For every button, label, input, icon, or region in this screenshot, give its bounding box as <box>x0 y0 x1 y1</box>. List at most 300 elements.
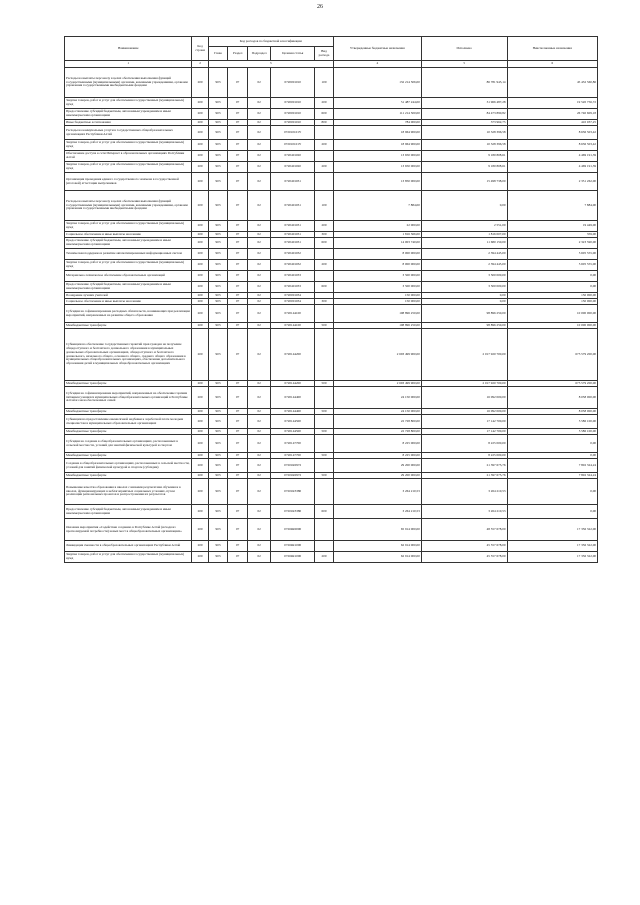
column-number: 2 <box>192 61 208 68</box>
row-name: Предоставление субсидий бюджетным, автономным учреждениям и иным некоммерческим организациям <box>65 238 192 249</box>
row-executed: 3 264 210,53 <box>421 505 507 519</box>
header-expense-type: Вид расхода <box>315 47 334 61</box>
row-executed: 8 225 000,00 <box>421 453 507 459</box>
row-line-code: 200 <box>192 120 208 126</box>
row-podrazdel: 02 <box>248 120 271 126</box>
row-approved: 62 914 000,00 <box>333 541 421 552</box>
row-approved: 111 214 500,00 <box>333 109 421 120</box>
row-razdel: 07 <box>228 505 248 519</box>
row-unexecuted: 150 000,00 <box>507 293 597 299</box>
row-target: 07201R3380 <box>271 479 315 505</box>
row-podrazdel: 02 <box>248 505 271 519</box>
row-target: 0720001010 <box>271 98 315 109</box>
row-podrazdel: 02 <box>248 282 271 293</box>
row-glava: 903 <box>208 293 228 299</box>
row-line-code: 200 <box>192 415 208 429</box>
row-target: 0720144100 <box>271 305 315 323</box>
page-number: 26 <box>317 4 323 10</box>
row-executed: 16 092 000,00 <box>421 387 507 409</box>
row-razdel: 07 <box>228 519 248 541</box>
row-executed: 15 498 738,00 <box>421 173 507 191</box>
row-expense-type: 500 <box>315 429 334 435</box>
row-glava: 903 <box>208 415 228 429</box>
row-executed: 98 896 250,00 <box>421 323 507 329</box>
row-approved: 18 964 900,00 <box>333 126 421 140</box>
row-razdel: 07 <box>228 415 248 429</box>
row-glava: 903 <box>208 479 228 505</box>
row-podrazdel: 02 <box>248 305 271 323</box>
row-name: Закупка товаров, работ и услуг для обеспечения государственных (муниципальных) нужд <box>65 162 192 173</box>
row-target: 0720144100 <box>271 323 315 329</box>
row-razdel: 07 <box>228 260 248 271</box>
row-executed: 3 500 000,00 <box>421 271 507 282</box>
row-podrazdel: 02 <box>248 329 271 381</box>
row-executed: 2 017 920 700,00 <box>421 381 507 387</box>
row-podrazdel: 02 <box>248 191 271 221</box>
header-target: Целевая статья <box>271 47 315 61</box>
row-approved: 22 000,00 <box>333 221 421 232</box>
row-expense-type <box>315 435 334 453</box>
row-approved: 3 500 000,00 <box>333 271 421 282</box>
row-target: 0720001010 <box>271 109 315 120</box>
row-unexecuted: 4 469 191,39 <box>507 151 597 162</box>
table-row <box>65 173 598 191</box>
row-razdel: 07 <box>228 271 248 282</box>
row-expense-type <box>315 541 334 552</box>
header-classification: Код расходов по бюджетной классификации <box>208 37 333 47</box>
row-executed: 2 394 445,00 <box>421 260 507 271</box>
row-expense-type: 600 <box>315 505 334 519</box>
row-razdel: 07 <box>228 293 248 299</box>
table-row <box>65 271 598 282</box>
row-executed: 2 394 445,00 <box>421 249 507 260</box>
row-line-code: 200 <box>192 387 208 409</box>
row-executed: 98 896 250,00 <box>421 305 507 323</box>
row-target: 07201R3380 <box>271 505 315 519</box>
row-podrazdel: 02 <box>248 271 271 282</box>
row-line-code: 200 <box>192 453 208 459</box>
row-approved: 51 487 244,00 <box>333 98 421 109</box>
row-name: Социальное обеспечение и иные выплаты населению <box>65 299 192 305</box>
row-name: Межбюджетные трансферты <box>65 409 192 415</box>
row-line-code: 200 <box>192 249 208 260</box>
row-razdel: 07 <box>228 221 248 232</box>
row-line-code: 200 <box>192 381 208 387</box>
row-unexecuted: 4 469 191,39 <box>507 162 597 173</box>
row-razdel: 07 <box>228 541 248 552</box>
row-expense-type: 200 <box>315 260 334 271</box>
row-name: Закупка товаров, работ и услуг для обеспечения государственных (муниципальных) нужд <box>65 98 192 109</box>
row-line-code: 200 <box>192 479 208 505</box>
row-line-code: 200 <box>192 429 208 435</box>
row-line-code: 200 <box>192 293 208 299</box>
row-podrazdel: 02 <box>248 435 271 453</box>
row-expense-type <box>315 151 334 162</box>
row-unexecuted: 0,00 <box>507 271 597 282</box>
row-razdel: 07 <box>228 140 248 151</box>
row-line-code: 200 <box>192 140 208 151</box>
row-executed: 17 142 700,00 <box>421 429 507 435</box>
row-expense-type <box>315 249 334 260</box>
row-executed: 21 397 675,76 <box>421 459 507 473</box>
row-glava: 903 <box>208 329 228 381</box>
row-executed: 31 966 487,28 <box>421 98 507 109</box>
row-approved: 8 000 000,00 <box>333 249 421 260</box>
row-podrazdel: 02 <box>248 323 271 329</box>
row-unexecuted: 10 000 000,00 <box>507 305 597 323</box>
row-approved: 8 225 000,00 <box>333 453 421 459</box>
row-unexecuted: 26 740 609,18 <box>507 109 597 120</box>
row-podrazdel: 02 <box>248 429 271 435</box>
row-podrazdel: 02 <box>248 238 271 249</box>
row-glava: 903 <box>208 162 228 173</box>
row-target: 0720001034 <box>271 293 315 299</box>
row-target: 0720401033 <box>271 271 315 282</box>
row-target: 0720144200 <box>271 381 315 387</box>
table-row <box>65 305 598 323</box>
row-glava: 903 <box>208 552 228 563</box>
row-podrazdel: 02 <box>248 173 271 191</box>
row-target: 072010101Y <box>271 126 315 140</box>
row-line-code: 200 <box>192 505 208 519</box>
row-glava: 903 <box>208 519 228 541</box>
row-target: 0720401020 <box>271 151 315 162</box>
row-executed: 0,00 <box>421 293 507 299</box>
row-approved: 13 850 000,00 <box>333 173 421 191</box>
row-name: Закупка товаров, работ и услуг для обеспечения государственных (муниципальных) нужд <box>65 260 192 271</box>
row-name: Межбюджетные трансферты <box>65 323 192 329</box>
row-name: Предоставление субсидий бюджетным, автономным учреждениям и иным некоммерческим организациям <box>65 109 192 120</box>
row-expense-type: 500 <box>315 323 334 329</box>
row-podrazdel: 02 <box>248 109 271 120</box>
row-line-code: 200 <box>192 459 208 473</box>
row-name: Межбюджетные трансферты <box>65 453 192 459</box>
row-unexecuted: 0,00 <box>507 479 597 505</box>
row-name: Предоставление субсидий бюджетным, автономным учреждениям и иным некоммерческим организациям <box>65 505 192 519</box>
row-approved: 29 200 000,00 <box>333 459 421 473</box>
row-target: 0720401031 <box>271 173 315 191</box>
row-line-code: 200 <box>192 323 208 329</box>
row-approved: 14 003 740,00 <box>333 238 421 249</box>
row-target: 0720001034 <box>271 299 315 305</box>
row-podrazdel: 02 <box>248 453 271 459</box>
row-expense-type <box>315 415 334 429</box>
row-razdel: 07 <box>228 232 248 238</box>
row-target: 072010101Y <box>271 140 315 151</box>
row-razdel: 07 <box>228 435 248 453</box>
row-unexecuted: 19 520 756,72 <box>507 98 597 109</box>
row-razdel: 07 <box>228 120 248 126</box>
row-expense-type: 500 <box>315 381 334 387</box>
row-target: 0720401032 <box>271 260 315 271</box>
row-razdel: 07 <box>228 109 248 120</box>
row-razdel: 07 <box>228 479 248 505</box>
table-row <box>65 541 598 552</box>
table-row <box>65 519 598 541</box>
row-executed: 84 473 890,82 <box>421 109 507 120</box>
row-target: 0720147700 <box>271 435 315 453</box>
row-executed: 48 557 678,00 <box>421 519 507 541</box>
row-target: 0720401031 <box>271 232 315 238</box>
row-approved: 65 914 000,00 <box>333 519 421 541</box>
row-glava: 903 <box>208 282 228 293</box>
row-approved: 132 214 506,00 <box>333 68 421 98</box>
row-glava: 903 <box>208 173 228 191</box>
row-expense-type: 600 <box>315 238 334 249</box>
row-expense-type: 100 <box>315 191 334 221</box>
row-glava: 903 <box>208 232 228 238</box>
row-glava: 903 <box>208 435 228 453</box>
row-executed: 373 962,75 <box>421 120 507 126</box>
row-expense-type <box>315 329 334 381</box>
row-target: 0720401032 <box>271 249 315 260</box>
row-approved: 2 693 499 900,00 <box>333 329 421 381</box>
row-unexecuted: 675 579 200,00 <box>507 329 597 381</box>
row-line-code: 200 <box>192 552 208 563</box>
row-approved: 18 964 900,00 <box>333 140 421 151</box>
row-line-code: 200 <box>192 68 208 98</box>
table-row <box>65 162 598 173</box>
row-name: Расходы на выплаты персоналу в целях обеспечения выполнения функций государственными (муниципальными) органами, казенными учреждениями, органами управления государственными внебюджетными фондами <box>65 68 192 98</box>
row-glava: 903 <box>208 305 228 323</box>
row-name: Повышение качества образования в школах с низкими результатами обучения и в школах, функционирующих в неблагоприятных социальных условиях, путем реализации региональных проектов и распространения их результатов <box>65 479 192 505</box>
row-glava: 903 <box>208 323 228 329</box>
row-glava: 903 <box>208 409 228 415</box>
header-executed: Исполнено <box>421 37 507 61</box>
row-unexecuted: 10 000 000,00 <box>507 323 597 329</box>
row-podrazdel: 02 <box>248 126 271 140</box>
header-unexecuted: Неисполненные назначения <box>507 37 597 61</box>
row-approved: 13 650 000,00 <box>333 151 421 162</box>
row-line-code: 200 <box>192 473 208 479</box>
row-target: 07204R1000 <box>271 541 315 552</box>
row-target: 0720001010 <box>271 120 315 126</box>
row-line-code: 200 <box>192 305 208 323</box>
row-razdel: 07 <box>228 409 248 415</box>
row-line-code: 200 <box>192 126 208 140</box>
row-name: Обеспечение доступа к сети Интернет в образовательных организациях Республики Алтай <box>65 151 192 162</box>
row-approved: 150 000,00 <box>333 299 421 305</box>
column-number: 1 <box>65 61 192 68</box>
row-glava: 903 <box>208 120 228 126</box>
table-row <box>65 329 598 381</box>
row-razdel: 07 <box>228 323 248 329</box>
row-expense-type <box>315 387 334 409</box>
row-razdel: 07 <box>228 126 248 140</box>
column-number: 6 <box>507 61 597 68</box>
row-razdel: 07 <box>228 429 248 435</box>
row-razdel: 07 <box>228 151 248 162</box>
row-podrazdel: 02 <box>248 293 271 299</box>
row-unexecuted: 2 323 590,00 <box>507 238 597 249</box>
row-name: Техническая поддержка и развитие автоматизированных информационных систем <box>65 249 192 260</box>
row-line-code: 200 <box>192 435 208 453</box>
table-row <box>65 415 598 429</box>
row-expense-type: 200 <box>315 140 334 151</box>
row-executed: 16 092 000,00 <box>421 409 507 415</box>
row-glava: 903 <box>208 505 228 519</box>
table-row <box>65 126 598 140</box>
row-expense-type <box>315 173 334 191</box>
row-glava: 903 <box>208 260 228 271</box>
row-unexecuted: 8 058 000,00 <box>507 387 597 409</box>
row-unexecuted: 17 356 322,00 <box>507 519 597 541</box>
row-razdel: 07 <box>228 162 248 173</box>
row-expense-type: 600 <box>315 282 334 293</box>
row-name: Межбюджетные трансферты <box>65 429 192 435</box>
header-name: Наименование <box>65 37 192 61</box>
row-unexecuted: 2 351 262,00 <box>507 173 597 191</box>
row-approved: 24 150 000,00 <box>333 409 421 415</box>
row-line-code: 200 <box>192 232 208 238</box>
table-row <box>65 387 598 409</box>
row-expense-type: 200 <box>315 221 334 232</box>
row-unexecuted: 5 605 555,00 <box>507 260 597 271</box>
row-line-code: 200 <box>192 191 208 221</box>
row-expense-type <box>315 271 334 282</box>
row-line-code: 200 <box>192 162 208 173</box>
row-approved: 3 264 210,53 <box>333 479 421 505</box>
row-target: 0720144500 <box>271 415 315 429</box>
row-razdel: 07 <box>228 387 248 409</box>
row-target: 0720147700 <box>271 453 315 459</box>
row-glava: 903 <box>208 140 228 151</box>
table-row <box>65 459 598 473</box>
table-row <box>65 505 598 519</box>
row-razdel: 07 <box>228 238 248 249</box>
row-expense-type: 200 <box>315 162 334 173</box>
row-podrazdel: 02 <box>248 98 271 109</box>
row-line-code: 200 <box>192 409 208 415</box>
row-podrazdel: 02 <box>248 68 271 98</box>
row-approved: 784 000,00 <box>333 120 421 126</box>
row-unexecuted: 150 000,00 <box>507 299 597 305</box>
row-unexecuted: 0,00 <box>507 505 597 519</box>
row-name: Предоставление субсидий бюджетным, автономным учреждениям и иным некоммерческим организациям <box>65 282 192 293</box>
row-razdel: 07 <box>228 381 248 387</box>
row-name: Ликвидация сменности в общеобразовательных организациях Республики Алтай <box>65 541 192 552</box>
row-name: Иные бюджетные ассигнования <box>65 120 192 126</box>
row-approved: 13 650 000,00 <box>333 162 421 173</box>
column-number: 5 <box>421 61 507 68</box>
row-unexecuted: 8 636 503,42 <box>507 126 597 140</box>
row-unexecuted: 5 605 555,00 <box>507 249 597 260</box>
row-podrazdel: 02 <box>248 519 271 541</box>
table-row <box>65 552 598 563</box>
row-razdel: 07 <box>228 459 248 473</box>
row-razdel: 07 <box>228 249 248 260</box>
row-podrazdel: 02 <box>248 473 271 479</box>
row-glava: 903 <box>208 221 228 232</box>
row-name: Поощрение лучших учителей <box>65 293 192 299</box>
row-razdel: 07 <box>228 191 248 221</box>
row-glava: 903 <box>208 453 228 459</box>
row-executed: 17 142 700,00 <box>421 415 507 429</box>
row-executed: 10 328 396,58 <box>421 140 507 151</box>
row-unexecuted: 17 356 322,00 <box>507 552 597 563</box>
table-row <box>65 282 598 293</box>
row-unexecuted: 0,00 <box>507 282 597 293</box>
row-executed: 3 500 000,00 <box>421 282 507 293</box>
row-name: Расходы на выплаты персоналу в целях обеспечения выполнения функций государственными (муниципальными) органами, казенными учреждениями, органами управления государственными внебюджетными фондами <box>65 191 192 221</box>
row-line-code: 200 <box>192 329 208 381</box>
row-razdel: 07 <box>228 473 248 479</box>
row-line-code: 200 <box>192 109 208 120</box>
row-approved: 7 884,00 <box>333 191 421 221</box>
table-row <box>65 479 598 505</box>
row-target: 0720401031 <box>271 191 315 221</box>
row-glava: 903 <box>208 541 228 552</box>
row-name: Закупка товаров, работ и услуг для обеспечения государственных (муниципальных) нужд <box>65 552 192 563</box>
row-name: Закупка товаров, работ и услуг для обеспечения государственных (муниципальных) нужд <box>65 221 192 232</box>
row-glava: 903 <box>208 473 228 479</box>
row-podrazdel: 02 <box>248 299 271 305</box>
row-executed: 0,00 <box>421 299 507 305</box>
row-line-code: 200 <box>192 238 208 249</box>
row-expense-type: 200 <box>315 552 334 563</box>
table-row <box>65 260 598 271</box>
row-executed: 21 397 675,76 <box>421 473 507 479</box>
row-line-code: 200 <box>192 282 208 293</box>
row-approved: 108 896 250,00 <box>333 323 421 329</box>
row-glava: 903 <box>208 126 228 140</box>
row-unexecuted: 359,00 <box>507 232 597 238</box>
row-target: 07201R0972 <box>271 459 315 473</box>
row-glava: 903 <box>208 249 228 260</box>
row-podrazdel: 02 <box>248 459 271 473</box>
table-row <box>65 221 598 232</box>
row-target: 0720401031 <box>271 238 315 249</box>
row-line-code: 200 <box>192 299 208 305</box>
header-glava: Глава <box>208 47 228 61</box>
row-podrazdel: 02 <box>248 151 271 162</box>
row-approved: 62 914 000,00 <box>333 552 421 563</box>
row-executed: 9 180 808,61 <box>421 162 507 173</box>
row-approved: 3 264 210,53 <box>333 505 421 519</box>
row-expense-type <box>315 519 334 541</box>
row-razdel: 07 <box>228 173 248 191</box>
row-expense-type: 200 <box>315 98 334 109</box>
row-unexecuted: 17 356 322,00 <box>507 541 597 552</box>
row-approved: 1 816 366,00 <box>333 232 421 238</box>
header-podrazdel: Подраздел <box>248 47 271 61</box>
row-expense-type: 300 <box>315 299 334 305</box>
row-unexecuted: 410 037,25 <box>507 120 597 126</box>
row-target: 0720401020 <box>271 162 315 173</box>
row-name: Создание в общеобразовательных организациях, расположенных в сельской местности, условий для занятий физической культурой и спортом (субсидии) <box>65 459 192 473</box>
row-approved: 8 000 000,00 <box>333 260 421 271</box>
row-expense-type: 600 <box>315 109 334 120</box>
row-target: 0720401033 <box>271 282 315 293</box>
row-glava: 903 <box>208 387 228 409</box>
row-approved: 24 150 000,00 <box>333 387 421 409</box>
row-executed: 45 557 678,00 <box>421 552 507 563</box>
table-row <box>65 151 598 162</box>
row-name: Оказание мероприятия «Содействие созданию в Республике Алтай (исходя из прогнозируемой потребности) новых мест в общеобразовательных организациях» <box>65 519 192 541</box>
row-podrazdel: 02 <box>248 260 271 271</box>
row-executed: 45 557 678,00 <box>421 541 507 552</box>
row-executed: 2 551,00 <box>421 221 507 232</box>
row-podrazdel: 02 <box>248 249 271 260</box>
row-podrazdel: 02 <box>248 140 271 151</box>
row-executed: 8 225 000,00 <box>421 435 507 453</box>
row-line-code: 200 <box>192 221 208 232</box>
row-glava: 903 <box>208 238 228 249</box>
row-target: 0720144500 <box>271 429 315 435</box>
row-approved: 3 500 000,00 <box>333 282 421 293</box>
row-podrazdel: 02 <box>248 415 271 429</box>
row-expense-type: 800 <box>315 120 334 126</box>
